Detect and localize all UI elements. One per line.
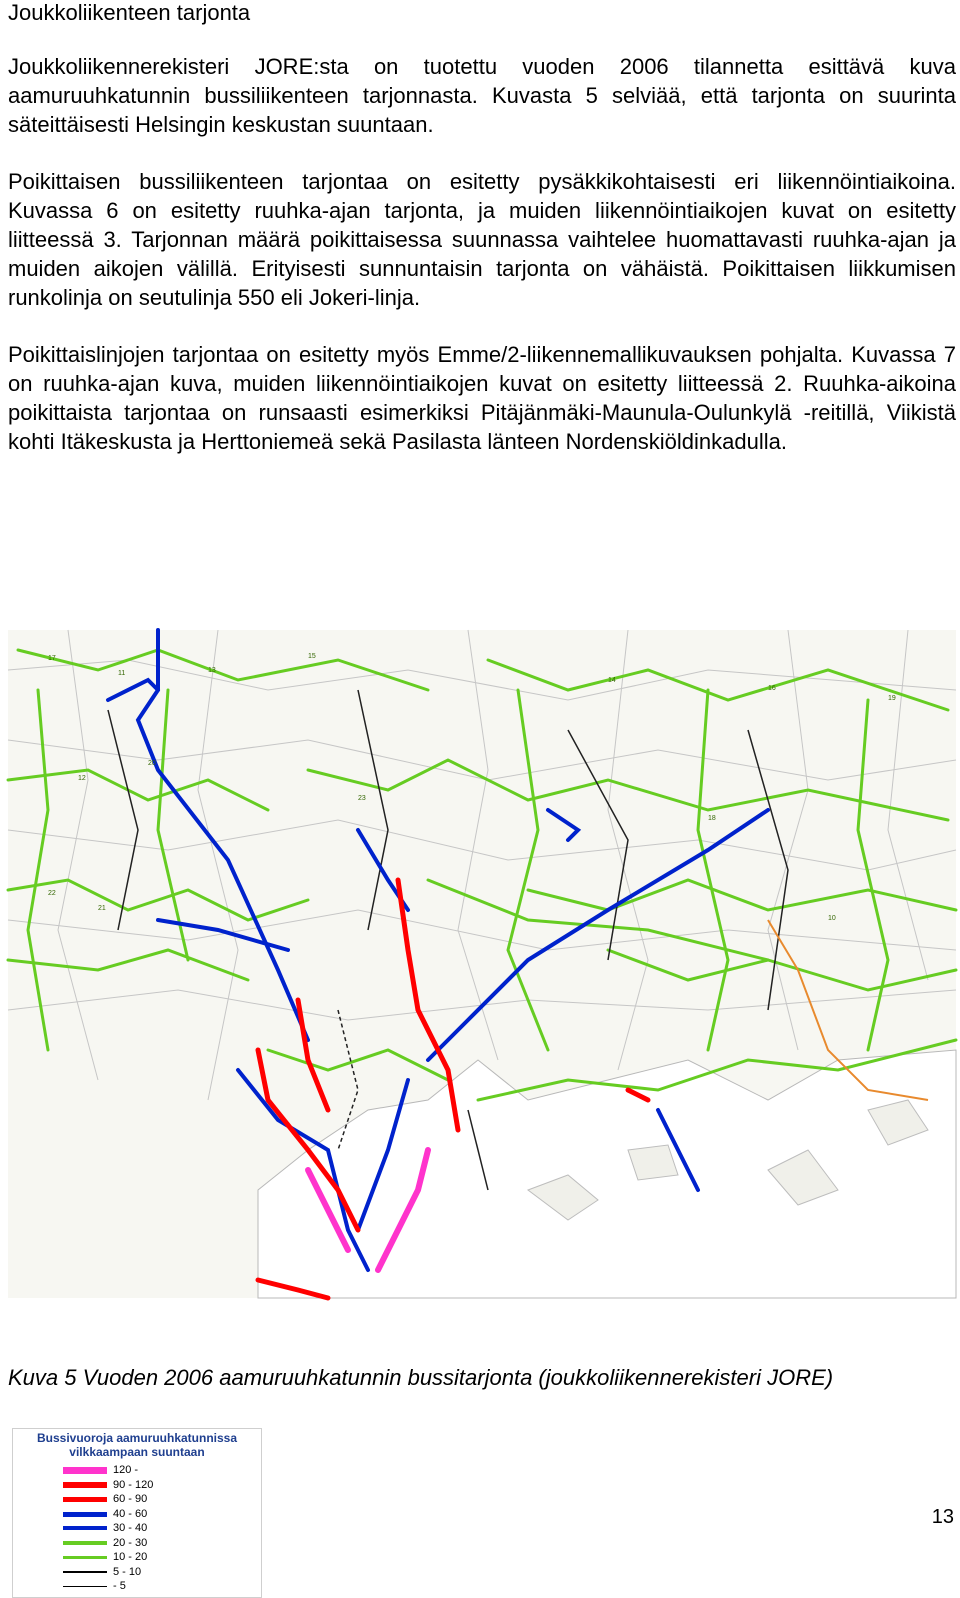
route-label: 20: [148, 760, 156, 767]
route-label: 10: [828, 915, 836, 922]
legend-label: 30 - 40: [113, 1522, 148, 1534]
route-label: 14: [608, 677, 616, 684]
route-label: 22: [48, 890, 56, 897]
legend-label: 120 -: [113, 1464, 139, 1476]
paragraph-3: Poikittaislinjojen tarjontaa on esitetty myös Emme/2-liikennemallikuvauksen pohjalta. Kuvassa 7 on ruuhka-ajan kuva, muiden liikennöintiaikojen kuvat on esitetty liitteessä 2. Ruuhka-aikoina poikittaista tarjontaa on runsaasti esimerkiksi Pitäjänmäki-Maunula-Oulunkylä -reitillä, Viikistä kohti Itäkeskusta ja Herttoniemeä sekä Pasilasta länteen Nordenskiöldinkadulla.: [8, 342, 956, 454]
legend-entry: [13, 1550, 261, 1564]
legend-entry: [13, 1565, 261, 1579]
green-routes: [8, 650, 956, 1100]
route-labels: [48, 653, 896, 922]
route-label: 12: [78, 775, 86, 782]
legend-entry: [13, 1579, 261, 1593]
route-label: 19: [888, 695, 896, 702]
route-label: 23: [358, 795, 366, 802]
legend-swatch: [63, 1512, 107, 1517]
legend-label: 60 - 90: [113, 1493, 148, 1505]
legend-swatch: [63, 1571, 107, 1573]
legend-swatch: [63, 1497, 107, 1502]
legend-label: 40 - 60: [113, 1507, 148, 1520]
legend-swatch: [63, 1482, 107, 1488]
route-label: 17: [48, 655, 56, 662]
route-label: 21: [98, 905, 106, 912]
paragraph-2: Poikittaisen bussiliikenteen tarjontaa on esitetty pysäkkikohtaisesti eri liikennöintiaikoina. Kuvassa 6 on esitetty ruuhka-ajan tarjonta, ja muiden liikennöintiaikojen kuvat on esitetty liitteessä 3. Tarjonnan määrä poikittaisessa suunnassa vaihtelee huomattavasti ruuhka-ajan ja muiden aikojen välillä. Erityisesti sunnuntaisin tarjonta on vähäistä. Poikittaisen liikkumisen runkolinja on seutulinja 550 eli Jokeri-linja.: [8, 169, 956, 310]
legend-swatch: [63, 1541, 107, 1545]
legend-label: 5 - 10: [113, 1565, 142, 1578]
legend-entry: [13, 1521, 261, 1535]
map-canvas: [8, 630, 956, 1298]
legend-label: - 5: [113, 1580, 126, 1592]
legend-swatch: [63, 1586, 107, 1587]
legend-swatch: [63, 1467, 107, 1474]
route-label: 11: [118, 670, 126, 677]
legend-label: 90 - 120: [113, 1478, 154, 1491]
legend-entry: [13, 1478, 261, 1492]
legend-label: 10 - 20: [113, 1551, 148, 1563]
section-heading: Joukkoliikenteen tarjonta: [8, 0, 251, 25]
route-label: 18: [708, 815, 716, 822]
legend-entry: [13, 1492, 261, 1506]
legend-entry: [13, 1463, 261, 1477]
paragraph-1: Joukkoliikennerekisteri JORE:sta on tuotettu vuoden 2006 tilannetta esittävä kuva aamuruuhkatunnin bussiliikenteen tarjonnasta. Kuvasta 5 selviää, että tarjonta on suurinta säteittäisesti Helsingin keskustan suuntaan.: [8, 54, 956, 137]
route-label: 15: [308, 653, 316, 660]
route-label: 13: [208, 667, 216, 674]
legend-label: 20 - 30: [113, 1536, 148, 1549]
legend-swatch: [63, 1526, 107, 1530]
figure-caption: Kuva 5 Vuoden 2006 aamuruuhkatunnin bussitarjonta (joukkoliikennerekisteri JORE): [8, 1365, 834, 1390]
legend-swatch: [63, 1556, 107, 1559]
page-number: 13: [931, 1506, 954, 1528]
legend-title-line2: vilkkaampaan suuntaan: [69, 1445, 205, 1459]
legend-title: [13, 1431, 261, 1459]
map-legend: [12, 1428, 262, 1598]
legend-title-line1: Bussivuoroja aamuruuhkatunnissa: [36, 1431, 238, 1445]
legend-entry: [13, 1507, 261, 1521]
route-label: 16: [768, 685, 776, 692]
legend-entry: [13, 1536, 261, 1550]
